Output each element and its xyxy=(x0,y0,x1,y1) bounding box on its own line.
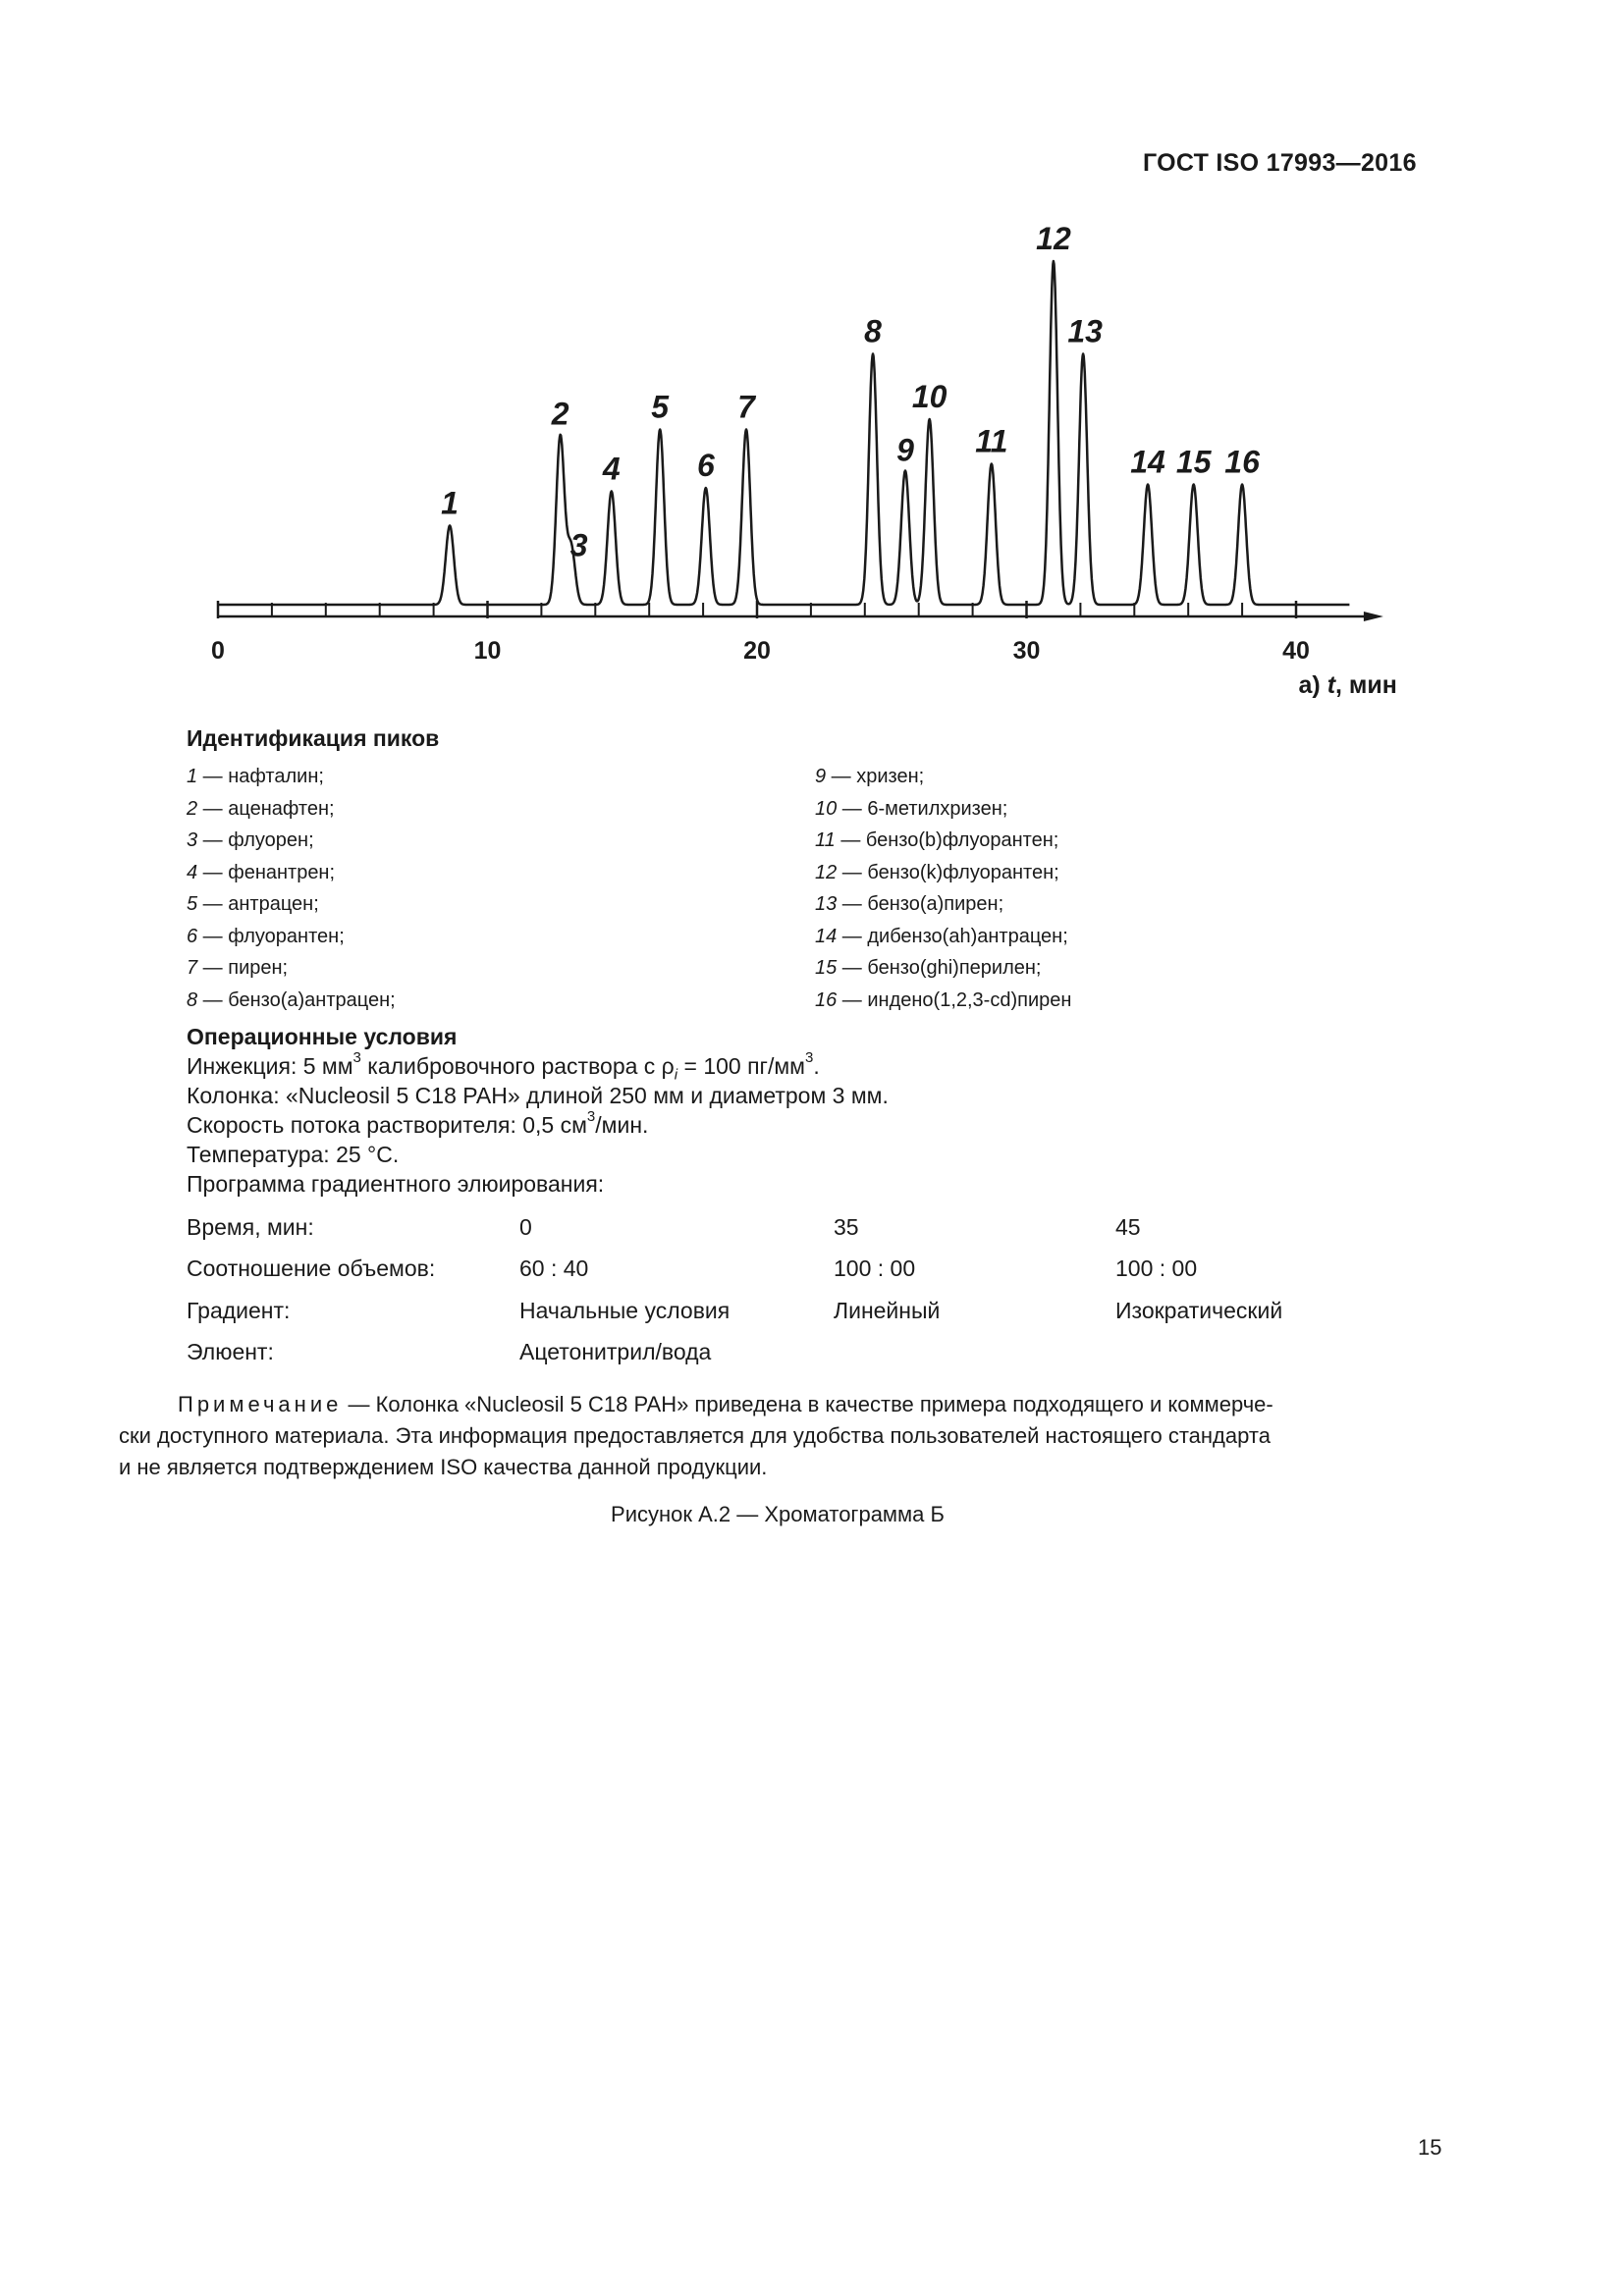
peak-item: 12 — бензо(k)флуорантен; xyxy=(815,861,1059,883)
chromatogram-chart xyxy=(0,0,1624,746)
gradient-cell: Ацетонитрил/вода xyxy=(519,1339,712,1365)
peak-label: 8 xyxy=(864,313,882,349)
conditions-title: Операционные условия xyxy=(187,1024,458,1049)
peak-item: 2 — аценафтен; xyxy=(187,797,335,820)
peak-item: 15 — бензо(ghi)перилен; xyxy=(815,957,1042,979)
peak-item: 1 — нафталин; xyxy=(187,766,324,787)
gradient-cell: 45 xyxy=(1115,1213,1141,1240)
figure-caption: Рисунок А.2 — Хроматограмма Б xyxy=(611,1502,945,1526)
gradient-cell: Время, мин: xyxy=(187,1213,314,1240)
gradient-cell: 60 : 40 xyxy=(519,1255,589,1282)
x-tick-label: 30 xyxy=(1012,637,1041,665)
peak-label: 15 xyxy=(1175,444,1212,480)
gradient-cell: 0 xyxy=(519,1213,532,1240)
peak-item: 13 — бензо(а)пирен; xyxy=(815,893,1004,915)
peak-item: 6 — флуорантен; xyxy=(187,925,345,947)
gradient-cell: 35 xyxy=(834,1213,859,1240)
gradient-cell: Элюент: xyxy=(187,1339,274,1365)
peak-item: 7 — пирен; xyxy=(187,957,289,979)
peak-item: 11 — бензо(b)флуорантен; xyxy=(815,829,1059,851)
x-axis-arrow xyxy=(1364,612,1383,621)
peak-label: 3 xyxy=(569,527,588,563)
peak-label: 9 xyxy=(896,432,914,468)
peak-labels xyxy=(441,221,1260,563)
peak-item: 4 — фенантрен; xyxy=(187,861,336,883)
peak-item: 16 — индено(1,2,3-cd)пирен xyxy=(815,988,1072,1011)
gradient-cell: Начальные условия xyxy=(519,1297,731,1323)
gradient-cell: Изократический xyxy=(1115,1297,1283,1323)
page-number: 15 xyxy=(1418,2135,1442,2160)
peak-item: 9 — хризен; xyxy=(815,766,925,787)
peak-list-right xyxy=(815,761,1071,1016)
gradient-cell: 100 : 00 xyxy=(834,1255,916,1282)
column-line: Колонка: «Nucleosil 5 C18 PAH» длиной 250 мм и диаметром 3 мм. xyxy=(187,1083,889,1108)
peak-label: 4 xyxy=(602,451,621,487)
gradient-row xyxy=(187,1206,1371,1249)
peak-label: 2 xyxy=(551,396,569,432)
peak-label: 10 xyxy=(911,379,947,414)
gradient-cell: Линейный xyxy=(834,1297,941,1323)
program-line: Программа градиентного элюирования: xyxy=(187,1171,605,1197)
document-code: ГОСТ ISO 17993—2016 xyxy=(1143,149,1417,177)
peak-item: 10 — 6-метилхризен; xyxy=(815,797,1008,820)
flow-line: Скорость потока растворителя: 0,5 $см^3$/мин. xyxy=(187,1108,649,1138)
x-tick-label: 10 xyxy=(473,637,502,665)
peak-label: 7 xyxy=(737,389,755,425)
gradient-row xyxy=(187,1290,1371,1332)
x-axis xyxy=(218,612,1383,621)
peak-label: 11 xyxy=(975,423,1008,459)
x-tick-label: 40 xyxy=(1282,637,1310,665)
peak-identification-title: Идентификация пиков xyxy=(187,725,440,751)
note-line-3: и не является подтверждением ISO качества данной продукции. xyxy=(119,1455,768,1479)
gradient-row xyxy=(187,1332,1371,1374)
peak-item: 14 — дибензо(ah)антрацен; xyxy=(815,925,1068,947)
gradient-cell xyxy=(1115,1332,1371,1374)
peak-item: 8 — бензо(а)антрацен; xyxy=(187,988,396,1011)
peak-label: 1 xyxy=(441,485,459,521)
gradient-cell: Соотношение объемов: xyxy=(187,1255,436,1282)
peak-label: 12 xyxy=(1036,221,1071,256)
injection-line: Инжекция: 5 $мм^3$ калибровочного раствора с $\rho_i = 100$ $пг/мм^3$. xyxy=(187,1049,820,1084)
gradient-cell: 100 : 00 xyxy=(1115,1255,1198,1282)
gradient-cell: Градиент: xyxy=(187,1297,291,1323)
peak-label: 13 xyxy=(1067,313,1103,349)
x-axis-title xyxy=(1299,671,1397,699)
x-tick-label: 0 xyxy=(211,637,225,665)
temperature-line: Температура: 25 °C. xyxy=(187,1142,400,1167)
note-label: Примечание xyxy=(178,1392,343,1416)
note-line-2: ски доступного материала. Эта информация предоставляется для удобства пользователей настоящего стандарта xyxy=(119,1423,1271,1448)
peak-item: 3 — флуорен; xyxy=(187,829,314,851)
peak-label: 5 xyxy=(651,389,670,425)
gradient-row xyxy=(187,1249,1371,1291)
note: Примечание — Колонка «Nucleosil 5 C18 PAH» приведена в качестве примера подходящего и коммерче- ски доступного материала. Эта информация предоставляется для удобства пользователей настоящего стандарта и не является подтверждением ISO качества данной продукции. xyxy=(119,1389,1442,1483)
trace-line xyxy=(218,261,1349,605)
chromatogram-trace xyxy=(218,261,1349,605)
peak-item: 5 — антрацен; xyxy=(187,893,319,915)
gradient-table xyxy=(187,1206,1371,1373)
peak-label: 16 xyxy=(1224,444,1260,480)
x-tick-label: 20 xyxy=(743,637,771,665)
x-axis-label: a) t, мин xyxy=(1298,671,1397,699)
peak-label: 6 xyxy=(696,448,715,483)
peak-list-left xyxy=(187,761,396,1016)
gradient-cell xyxy=(834,1332,1115,1374)
x-ticks xyxy=(211,601,1310,665)
peak-label: 14 xyxy=(1130,444,1165,480)
